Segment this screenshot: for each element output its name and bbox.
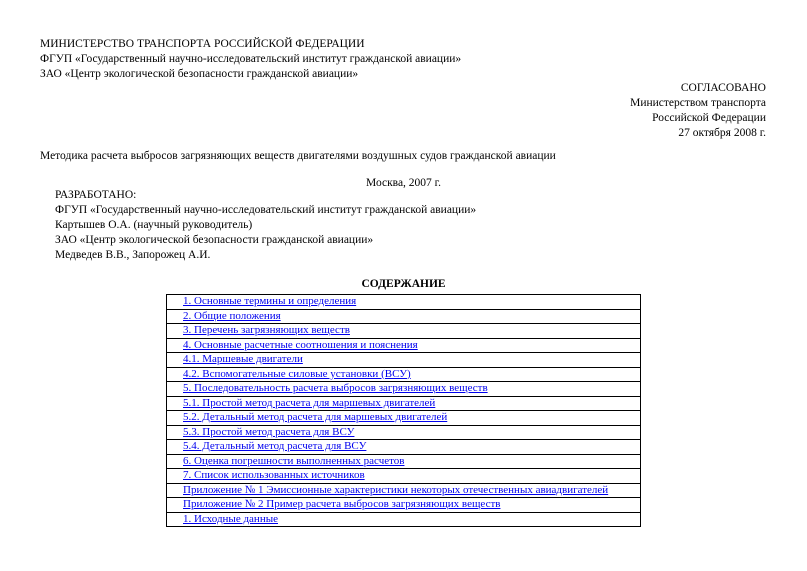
toc-link[interactable]: Приложение № 2 Пример расчета выбросов загрязняющих веществ	[183, 498, 501, 511]
toc-link[interactable]: 1. Основные термины и определения	[183, 295, 357, 308]
table-of-contents	[166, 294, 641, 527]
table-row	[167, 454, 641, 469]
table-row	[167, 367, 641, 382]
toc-heading: СОДЕРЖАНИЕ	[361, 278, 446, 290]
toc-link[interactable]: 5. Последовательность расчета выбросов загрязняющих веществ	[183, 382, 488, 395]
toc-link[interactable]: 4.2. Вспомогательные силовые установки (ВСУ)	[183, 367, 411, 380]
toc-link[interactable]: 2. Общие положения	[183, 309, 281, 322]
approval-line-ministry: Министерством транспорта	[630, 97, 766, 109]
ministry-header	[40, 37, 461, 82]
header-line-ministry: МИНИСТЕРСТВО ТРАНСПОРТА РОССИЙСКОЙ ФЕДЕРАЦИИ	[40, 38, 365, 50]
toc-link[interactable]: 6. Оценка погрешности выполненных расчетов	[183, 454, 405, 467]
developed-author-1: Картышев О.А. (научный руководитель)	[55, 219, 253, 231]
toc-link[interactable]: 3. Перечень загрязняющих веществ	[183, 324, 350, 337]
table-row	[167, 353, 641, 368]
table-row	[167, 382, 641, 397]
toc-link[interactable]: 1. Исходные данные	[183, 512, 278, 525]
header-line-center: ЗАО «Центр экологической безопасности гражданской авиации»	[40, 68, 359, 80]
table-row	[167, 295, 641, 310]
table-row	[167, 469, 641, 484]
table-row	[167, 338, 641, 353]
table-row	[167, 396, 641, 411]
toc-link[interactable]: 5.4. Детальный метод расчета для ВСУ	[183, 440, 367, 453]
table-row	[167, 309, 641, 324]
approval-line-agreed: СОГЛАСОВАНО	[680, 82, 766, 94]
developed-authors-2: Медведев В.В., Запорожец А.И.	[55, 249, 211, 261]
developed-by-block	[55, 188, 476, 263]
developed-center: ЗАО «Центр экологической безопасности гражданской авиации»	[55, 234, 374, 246]
toc-link[interactable]: 4. Основные расчетные соотношения и пояснения	[183, 338, 418, 351]
header-line-institute: ФГУП «Государственный научно-исследовательский институт гражданской авиации»	[40, 53, 462, 65]
toc-link[interactable]: Приложение № 1 Эмиссионные характеристики некоторых отечественных авиадвигателей	[183, 483, 609, 496]
approval-line-date: 27 октября 2008 г.	[678, 127, 766, 139]
table-row	[167, 324, 641, 339]
table-row	[167, 512, 641, 527]
approval-line-federation: Российской Федерации	[652, 112, 766, 124]
city-year: Москва, 2007 г.	[366, 177, 441, 189]
toc-link[interactable]: 5.2. Детальный метод расчета для маршевых двигателей	[183, 411, 448, 424]
toc-link[interactable]: 5.3. Простой метод расчета для ВСУ	[183, 425, 355, 438]
toc-link[interactable]: 4.1. Маршевые двигатели	[183, 353, 303, 366]
table-row	[167, 483, 641, 498]
table-row	[167, 411, 641, 426]
table-row	[167, 498, 641, 513]
developed-label: РАЗРАБОТАНО:	[55, 189, 137, 201]
document-title: Методика расчета выбросов загрязняющих веществ двигателями воздушных судов гражданской авиации	[40, 150, 556, 162]
developed-institute: ФГУП «Государственный научно-исследовательский институт гражданской авиации»	[55, 204, 477, 216]
toc-link[interactable]: 7. Список использованных источников	[183, 469, 365, 482]
table-row	[167, 440, 641, 455]
approval-stamp	[630, 81, 766, 141]
toc-link[interactable]: 5.1. Простой метод расчета для маршевых двигателей	[183, 396, 436, 409]
table-row	[167, 425, 641, 440]
